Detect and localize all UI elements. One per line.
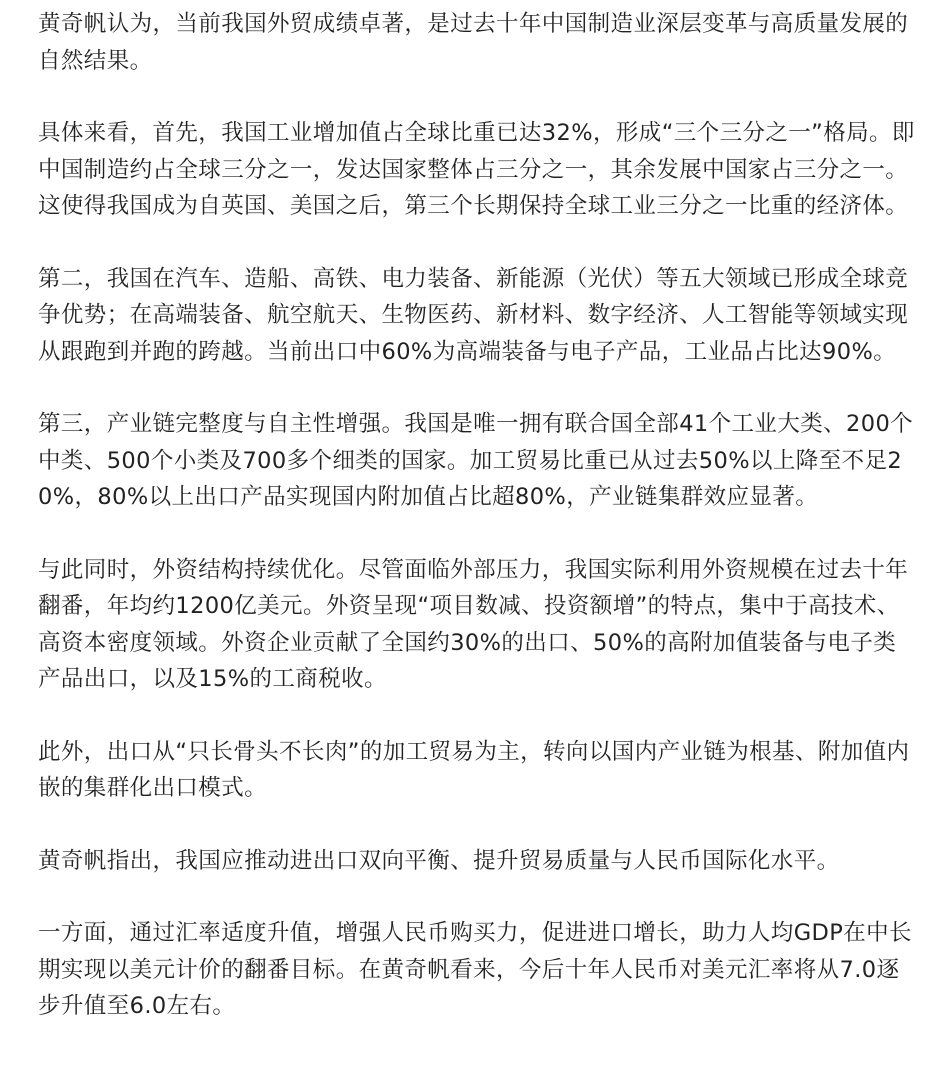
paragraph-2: 具体来看，首先，我国工业增加值占全球比重已达32%，形成“三个三分之一”格局。即中国制造约占全球三分之一，发达国家整体占三分之一，其余发展中国家占三分之一。这使得我国成为自英国、美国之后，第三个长期保持全球工业三分之一比重的经济体。 <box>38 120 915 219</box>
article-body <box>38 0 918 1025</box>
paragraph-3: 第二，我国在汽车、造船、高铁、电力装备、新能源（光伏）等五大领域已形成全球竞争优势；在高端装备、航空航天、生物医药、新材料、数字经济、人工智能等领域实现从跟跑到并跑的跨越。当前出口中60%为高端装备与电子产品，工业品占比达90%。 <box>38 265 909 365</box>
paragraph-1: 黄奇帆认为，当前我国外贸成绩卓著，是过去十年中国制造业深层变革与高质量发展的自然结果。 <box>38 11 909 74</box>
paragraph-4: 第三，产业链完整度与自主性增强。我国是唯一拥有联合国全部41个工业大类、200个中类、500个小类及700多个细类的国家。加工贸易比重已从过去50%以上降至不足20%，80%以上出口产品实现国内附加值占比超80%，产业链集群效应显著。 <box>38 411 914 510</box>
paragraph-6: 此外，出口从“只长骨头不长肉”的加工贸易为主，转向以国内产业链为根基、附加值内嵌的集群化出口模式。 <box>38 738 910 801</box>
paragraph-7: 黄奇帆指出，我国应推动进出口双向平衡、提升贸易质量与人民币国际化水平。 <box>38 847 840 874</box>
paragraph-5: 与此同时，外资结构持续优化。尽管面临外部压力，我国实际利用外资规模在过去十年翻番，年均约1200亿美元。外资呈现“项目数减、投资额增”的特点，集中于高技术、高资本密度领域。外资企业贡献了全国约30%的出口、50%的高附加值装备与电子类产品出口，以及15%的工商税收。 <box>38 556 909 692</box>
paragraph-8: 一方面，通过汇率适度升值，增强人民币购买力，促进进口增长，助力人均GDP在中长期实现以美元计价的翻番目标。在黄奇帆看来，今后十年人民币对美元汇率将从7.0逐步升值至6.0左右。 <box>38 920 912 1019</box>
